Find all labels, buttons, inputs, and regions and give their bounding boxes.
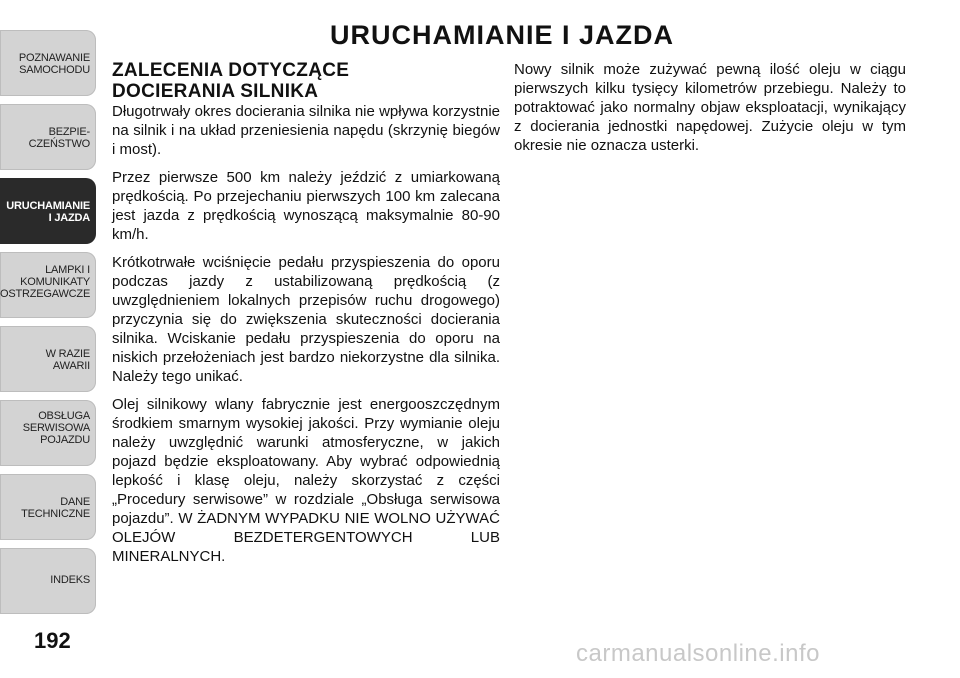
page-title: URUCHAMIANIE I JAZDA	[330, 20, 674, 50]
left-column	[112, 60, 500, 575]
page-number: 192	[34, 628, 71, 653]
right-column	[514, 60, 906, 164]
tab-poznawanie-samochodu[interactable]: POZNAWANIE SAMOCHODU	[0, 30, 96, 96]
paragraph: Nowy silnik może zużywać pewną ilość oleju w ciągu pierwszych kilku tysięcy kilometrów przebiegu. Należy to potraktować jako normalny objaw eksploatacji, wynikający z docierania jednostki napędowej. Zużycie oleju w tym okresie nie oznacza usterki.	[514, 61, 906, 154]
paragraph: Krótkotrwałe wciśnięcie pedału przyspieszenia do oporu podczas jazdy z ustabilizowaną prędkością (z uwzględnieniem lokalnych przepisów ruchu drogowego) przyczynia się do zwiększenia skuteczności docierania silnika. Wciskanie pedału przyspieszenia do oporu na niskich przełożeniach jest bardzo niekorzystne dla silnika. Należy tego unikać.	[112, 254, 500, 385]
tab-dane-techniczne[interactable]: DANE TECHNICZNE	[0, 474, 96, 540]
section-heading: ZALECENIA DOTYCZĄCE DOCIERANIA SILNIKA	[112, 60, 350, 102]
tab-lampki-i-komunikaty[interactable]: LAMPKI I KOMUNIKATY OSTRZEGAWCZE	[0, 252, 96, 318]
paragraph: Długotrwały okres docierania silnika nie wpływa korzystnie na silnik i na układ przeniesienia napędu (skrzynię biegów i most).	[112, 103, 500, 158]
paragraph: Olej silnikowy wlany fabrycznie jest energooszczędnym środkiem smarnym wysokiej jakości. Przy wymianie oleju należy uwzględnić warunki atmosferyczne, w jakich pojazd będzie eksploatowany. Aby wybrać odpowiednią lepkość i klasę oleju, należy skorzystać z części „Procedury serwisowe” w rozdziale „Obsługa serwisowa pojazdu”. W ŻADNYM WYPADKU NIE WOLNO UŻYWAĆ OLEJÓW BEZDETERGENTOWYCH LUB MINERALNYCH.	[112, 396, 500, 565]
paragraph: Przez pierwsze 500 km należy jeździć z umiarkowaną prędkością. Po przejechaniu pierwszych 100 km zalecana jest jazda z prędkością wynoszącą maksymalnie 80-90 km/h.	[112, 169, 500, 243]
tab-bezpieczenstwo[interactable]: BEZPIE- CZEŃSTWO	[0, 104, 96, 170]
tab-indeks[interactable]: INDEKS	[0, 548, 96, 614]
watermark: carmanualsonline.info	[576, 640, 820, 667]
tab-uruchamianie-i-jazda[interactable]: URUCHAMIANIE I JAZDA	[0, 178, 96, 244]
tab-obsluga-serwisowa[interactable]: OBSŁUGA SERWISOWA POJAZDU	[0, 400, 96, 466]
tab-w-razie-awarii[interactable]: W RAZIE AWARII	[0, 326, 96, 392]
